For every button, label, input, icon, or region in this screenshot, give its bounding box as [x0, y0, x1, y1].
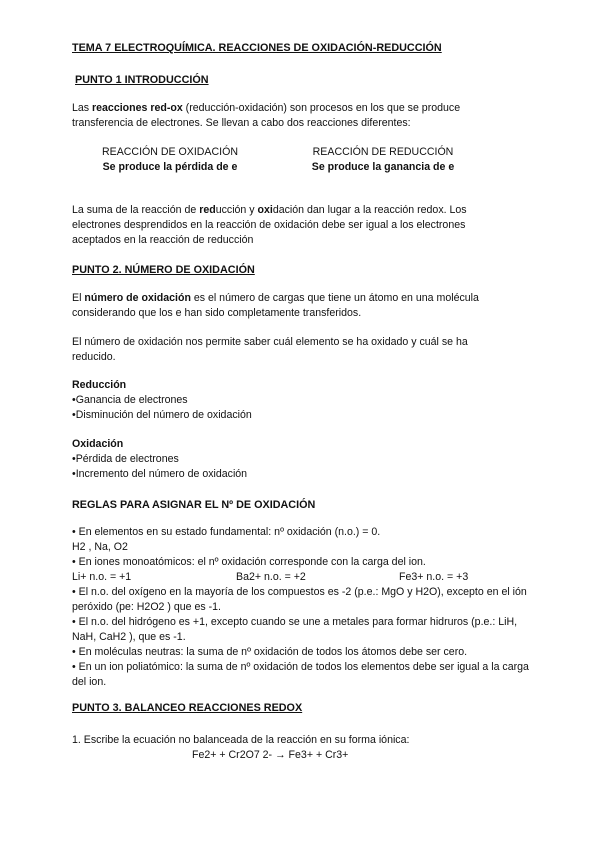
definition-pre: El	[72, 292, 85, 304]
summary-a: La suma de la reacción de	[72, 204, 200, 216]
punto1-summary	[72, 203, 517, 248]
punto3-step1: 1. Escribe la ecuación no balanceada de la reacción en su forma iónica:	[72, 734, 410, 746]
document-title: TEMA 7 ELECTROQUÍMICA. REACCIONES DE OXIDACIÓN-REDUCCIÓN	[72, 42, 442, 54]
regla-elementos-ejemplo: H2 , Na, O2	[72, 541, 128, 553]
reduction-column	[298, 145, 468, 175]
regla-oxigeno: • El n.o. del oxígeno en la mayoría de los compuestos es -2 (p.e.: MgO y H2O), excepto en el ión peróxido (pe: H2O2 ) que es -1.	[72, 586, 527, 613]
reglas-heading: REGLAS PARA ASIGNAR EL Nº DE OXIDACIÓN	[72, 499, 316, 511]
punto2-paragraph: El número de oxidación nos permite saber cuál elemento se ha oxidado y cuál se ha reducido.	[72, 336, 468, 363]
oxidation-description: Se produce la pérdida de e	[102, 161, 238, 173]
intro-text-pre: Las	[72, 102, 93, 114]
intro-text-post: (reducción-oxidación) son procesos en los que se produce transferencia de electrones. Se llevan a cabo dos reacciones diferentes:	[72, 102, 461, 129]
intro-term: reacciones red-ox	[92, 102, 183, 114]
definition-post: es el número de cargas que tiene un átomo en una molécula considerando que los e han sido completamente transferidos.	[72, 292, 479, 319]
regla-hidrogeno: • El n.o. del hidrógeno es +1, excepto cuando se une a metales para formar hidruros (p.e.: LiH, NaH, CaH2 ), que es -1.	[72, 616, 518, 643]
reduction-title: REACCIÓN DE REDUCCIÓN	[312, 146, 454, 158]
regla-ion-poliatomico: • En un ion poliatómico: la suma de nº oxidación de todos los elementos debe ser igual a la carga del ion.	[72, 661, 529, 688]
oxidacion-item: •Pérdida de electrones	[72, 453, 179, 465]
regla-elementos: • En elementos en su estado fundamental: nº oxidación (n.o.) = 0.	[72, 526, 381, 538]
oxidation-column	[90, 145, 250, 175]
summary-oxi: oxi	[257, 204, 273, 216]
reduccion-item: •Disminución del número de oxidación	[72, 409, 252, 421]
regla-moleculas-neutras: • En moléculas neutras: la suma de nº oxidación de todos los átomos debe ser cero.	[72, 646, 468, 658]
oxidacion-item: •Incremento del número de oxidación	[72, 468, 248, 480]
punto1-heading: PUNTO 1 INTRODUCCIÓN	[75, 74, 209, 86]
ion-example: Ba2+ n.o. = +2	[236, 571, 306, 583]
ion-example: Li+ n.o. = +1	[72, 571, 132, 583]
oxidation-title: REACCIÓN DE OXIDACIÓN	[102, 146, 238, 158]
summary-red: red	[199, 204, 216, 216]
definition-term: número de oxidación	[84, 292, 191, 304]
reduction-description: Se produce la ganancia de e	[311, 161, 455, 173]
punto2-heading: PUNTO 2. NÚMERO DE OXIDACIÓN	[72, 264, 255, 276]
punto3-heading: PUNTO 3. BALANCEO REACCIONES REDOX	[72, 702, 303, 714]
summary-c: ucción y	[215, 204, 258, 216]
ion-example: Fe3+ n.o. = +3	[399, 571, 469, 583]
redox-equation: Fe2+ + Cr2O7 2- → Fe3+ + Cr3+	[192, 749, 349, 761]
summary-e: dación dan lugar a la reacción redox. Los electrones desprendidos en la reacción de oxidación debe ser igual a los electrones aceptados en la reacción de reducción	[72, 204, 467, 246]
punto1-intro	[72, 101, 512, 131]
regla-iones: • En iones monoatómicos: el nº oxidación corresponde con la carga del ion.	[72, 556, 426, 568]
punto2-definition	[72, 291, 512, 321]
reduccion-item: •Ganancia de electrones	[72, 394, 188, 406]
oxidacion-title: Oxidación	[72, 438, 124, 450]
reduccion-title: Reducción	[72, 379, 127, 391]
